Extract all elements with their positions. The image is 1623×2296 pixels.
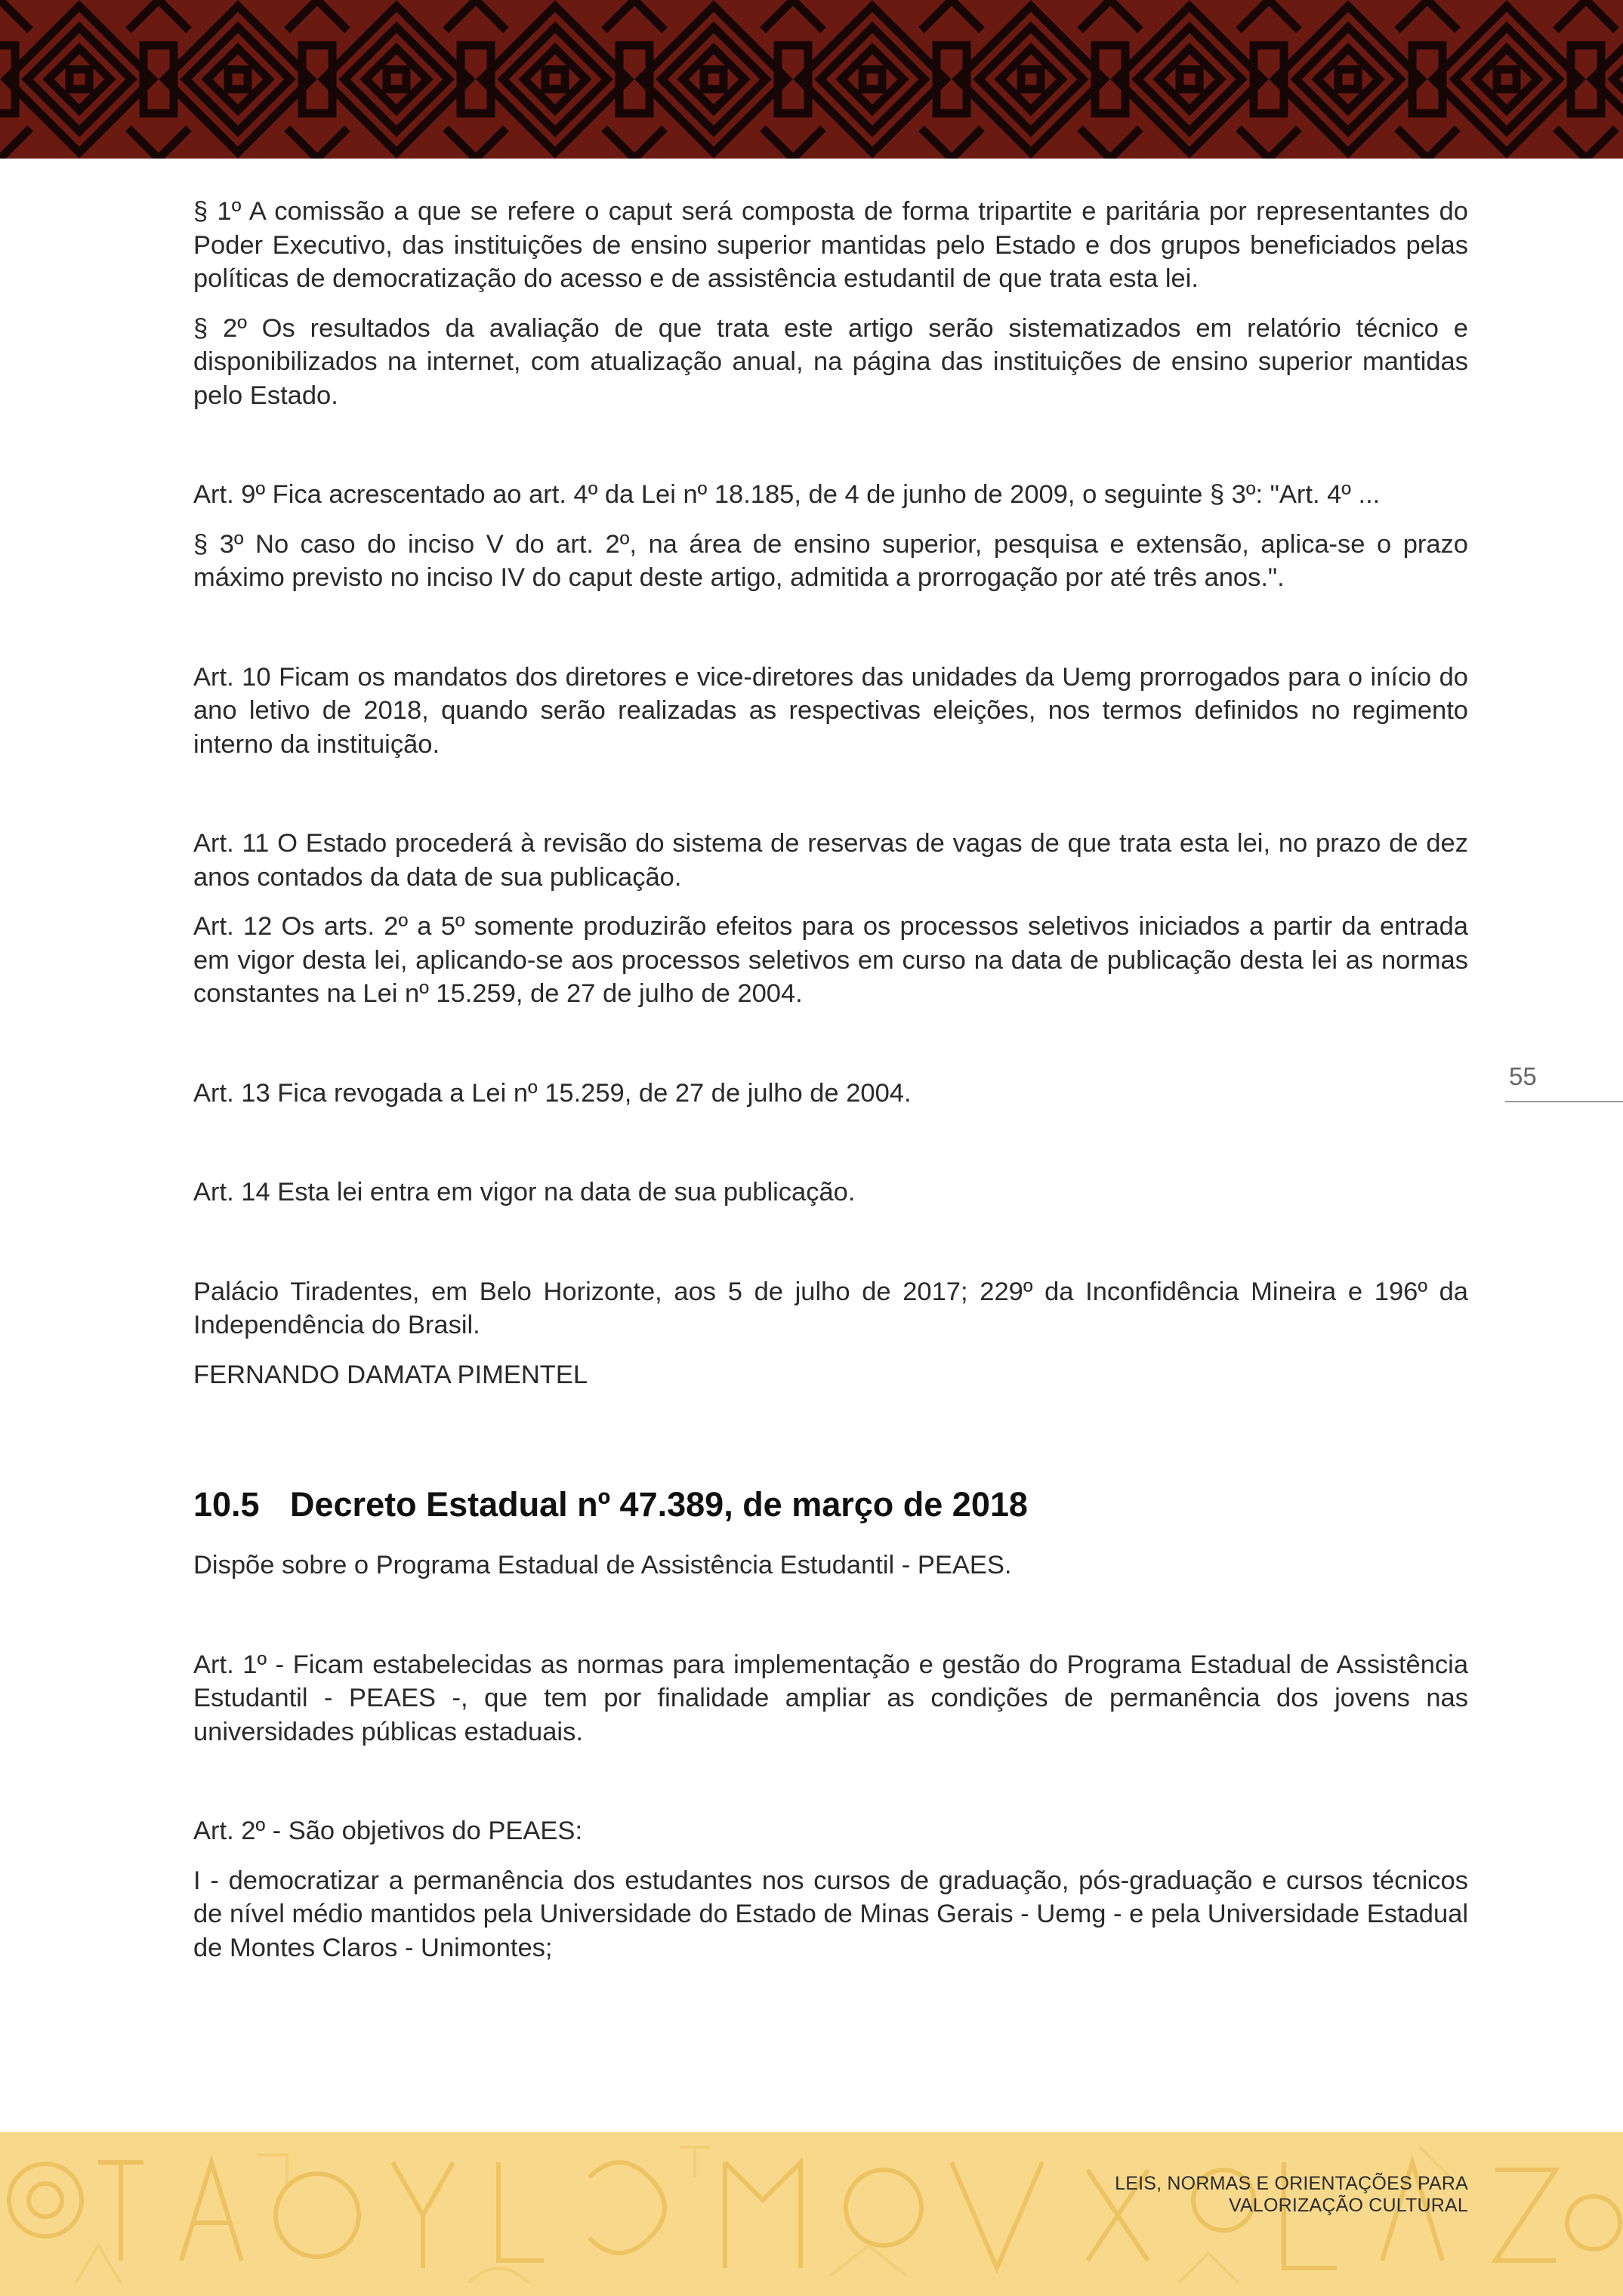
paragraph-1: § 1º A comissão a que se refere o caput será composta de forma tripartite e paritária por representantes do Poder Executivo, das instituições de ensino superior mantidas pelo Estado e dos grupos beneficiados pelas políticas de democratização do acesso e de assistência estudantil de que trata esta lei. xyxy=(193,197,1468,293)
page-number-rule xyxy=(1505,1101,1623,1102)
paragraph-art9: Art. 9º Fica acrescentado ao art. 4º da Lei nº 18.185, de 4 de junho de 2009, o seguinte § 3º: "Art. 4º ... xyxy=(193,480,1381,509)
paragraph-art9-p3: § 3º No caso do inciso V do art. 2º, na área de ensino superior, pesquisa e extensão, aplica-se o prazo máximo previsto no inciso IV do caput deste artigo, admitida a prorrogação por até três anos.". xyxy=(193,529,1468,592)
paragraph-2: § 2º Os resultados da avaliação de que trata este artigo serão sistematizados em relatório técnico e disponibilizados na internet, com atualização anual, na página das instituições de ensino superior mantidas pelo Estado. xyxy=(193,313,1468,410)
section-summary: Dispõe sobre o Programa Estadual de Assistência Estudantil - PEAES. xyxy=(193,1551,1012,1579)
section-art2-item-i: I - democratizar a permanência dos estudantes nos cursos de graduação, pós-graduação e cursos técnicos de nível médio mantidos pela Universidade do Estado de Minas Gerais - Uemg - e pela Universidade Estadual de Montes Claros - Unimontes; xyxy=(193,1866,1468,1962)
section-art2: Art. 2º - São objetivos do PEAES: xyxy=(193,1817,583,1845)
document-body xyxy=(193,195,1468,1965)
paragraph-art13: Art. 13 Fica revogada a Lei nº 15.259, de 27 de julho de 2004. xyxy=(193,1078,912,1108)
paragraph-art14: Art. 14 Esta lei entra em vigor na data de sua publicação. xyxy=(193,1178,856,1207)
section-title: Decreto Estadual nº 47.389, de março de 2018 xyxy=(290,1485,1028,1524)
paragraph-art12: Art. 12 Os arts. 2º a 5º somente produzirão efeitos para os processos seletivos iniciados a partir da entrada em vigor desta lei, aplicando-se aos processos seletivos em curso na data de publicação desta lei as normas constantes na Lei nº 15.259, de 27 de julho de 2004. xyxy=(193,912,1468,1008)
paragraph-art10: Art. 10 Ficam os mandatos dos diretores e vice-diretores das unidades da Uemg prorrogados para o início do ano letivo de 2018, quando serão realizadas as respectivas eleições, nos termos definidos no regimento interno da instituição. xyxy=(193,662,1468,759)
section-number: 10.5 xyxy=(193,1485,260,1524)
footer-title: LEIS, NORMAS E ORIENTAÇÕES PARA VALORIZAÇÃO CULTURAL xyxy=(1115,2173,1468,2216)
decorative-top-pattern xyxy=(0,0,1623,159)
paragraph-art11: Art. 11 O Estado procederá à revisão do sistema de reservas de vagas de que trata esta lei, no prazo de dez anos contados da data de sua publicação. xyxy=(193,829,1468,892)
section-heading xyxy=(193,1484,1468,1526)
section-art1: Art. 1º - Ficam estabelecidas as normas para implementação e gestão do Programa Estadual de Assistência Estudantil - PEAES -, que tem por finalidade ampliar as condições de permanência dos jovens nas universidades públicas estaduais. xyxy=(193,1650,1468,1746)
page-number: 55 xyxy=(1509,1062,1537,1090)
paragraph-signatory: FERNANDO DAMATA PIMENTEL xyxy=(193,1360,588,1389)
paragraph-signature-place: Palácio Tiradentes, em Belo Horizonte, aos 5 de julho de 2017; 229º da Inconfidência Mineira e 196º da Independência do Brasil. xyxy=(193,1277,1468,1339)
